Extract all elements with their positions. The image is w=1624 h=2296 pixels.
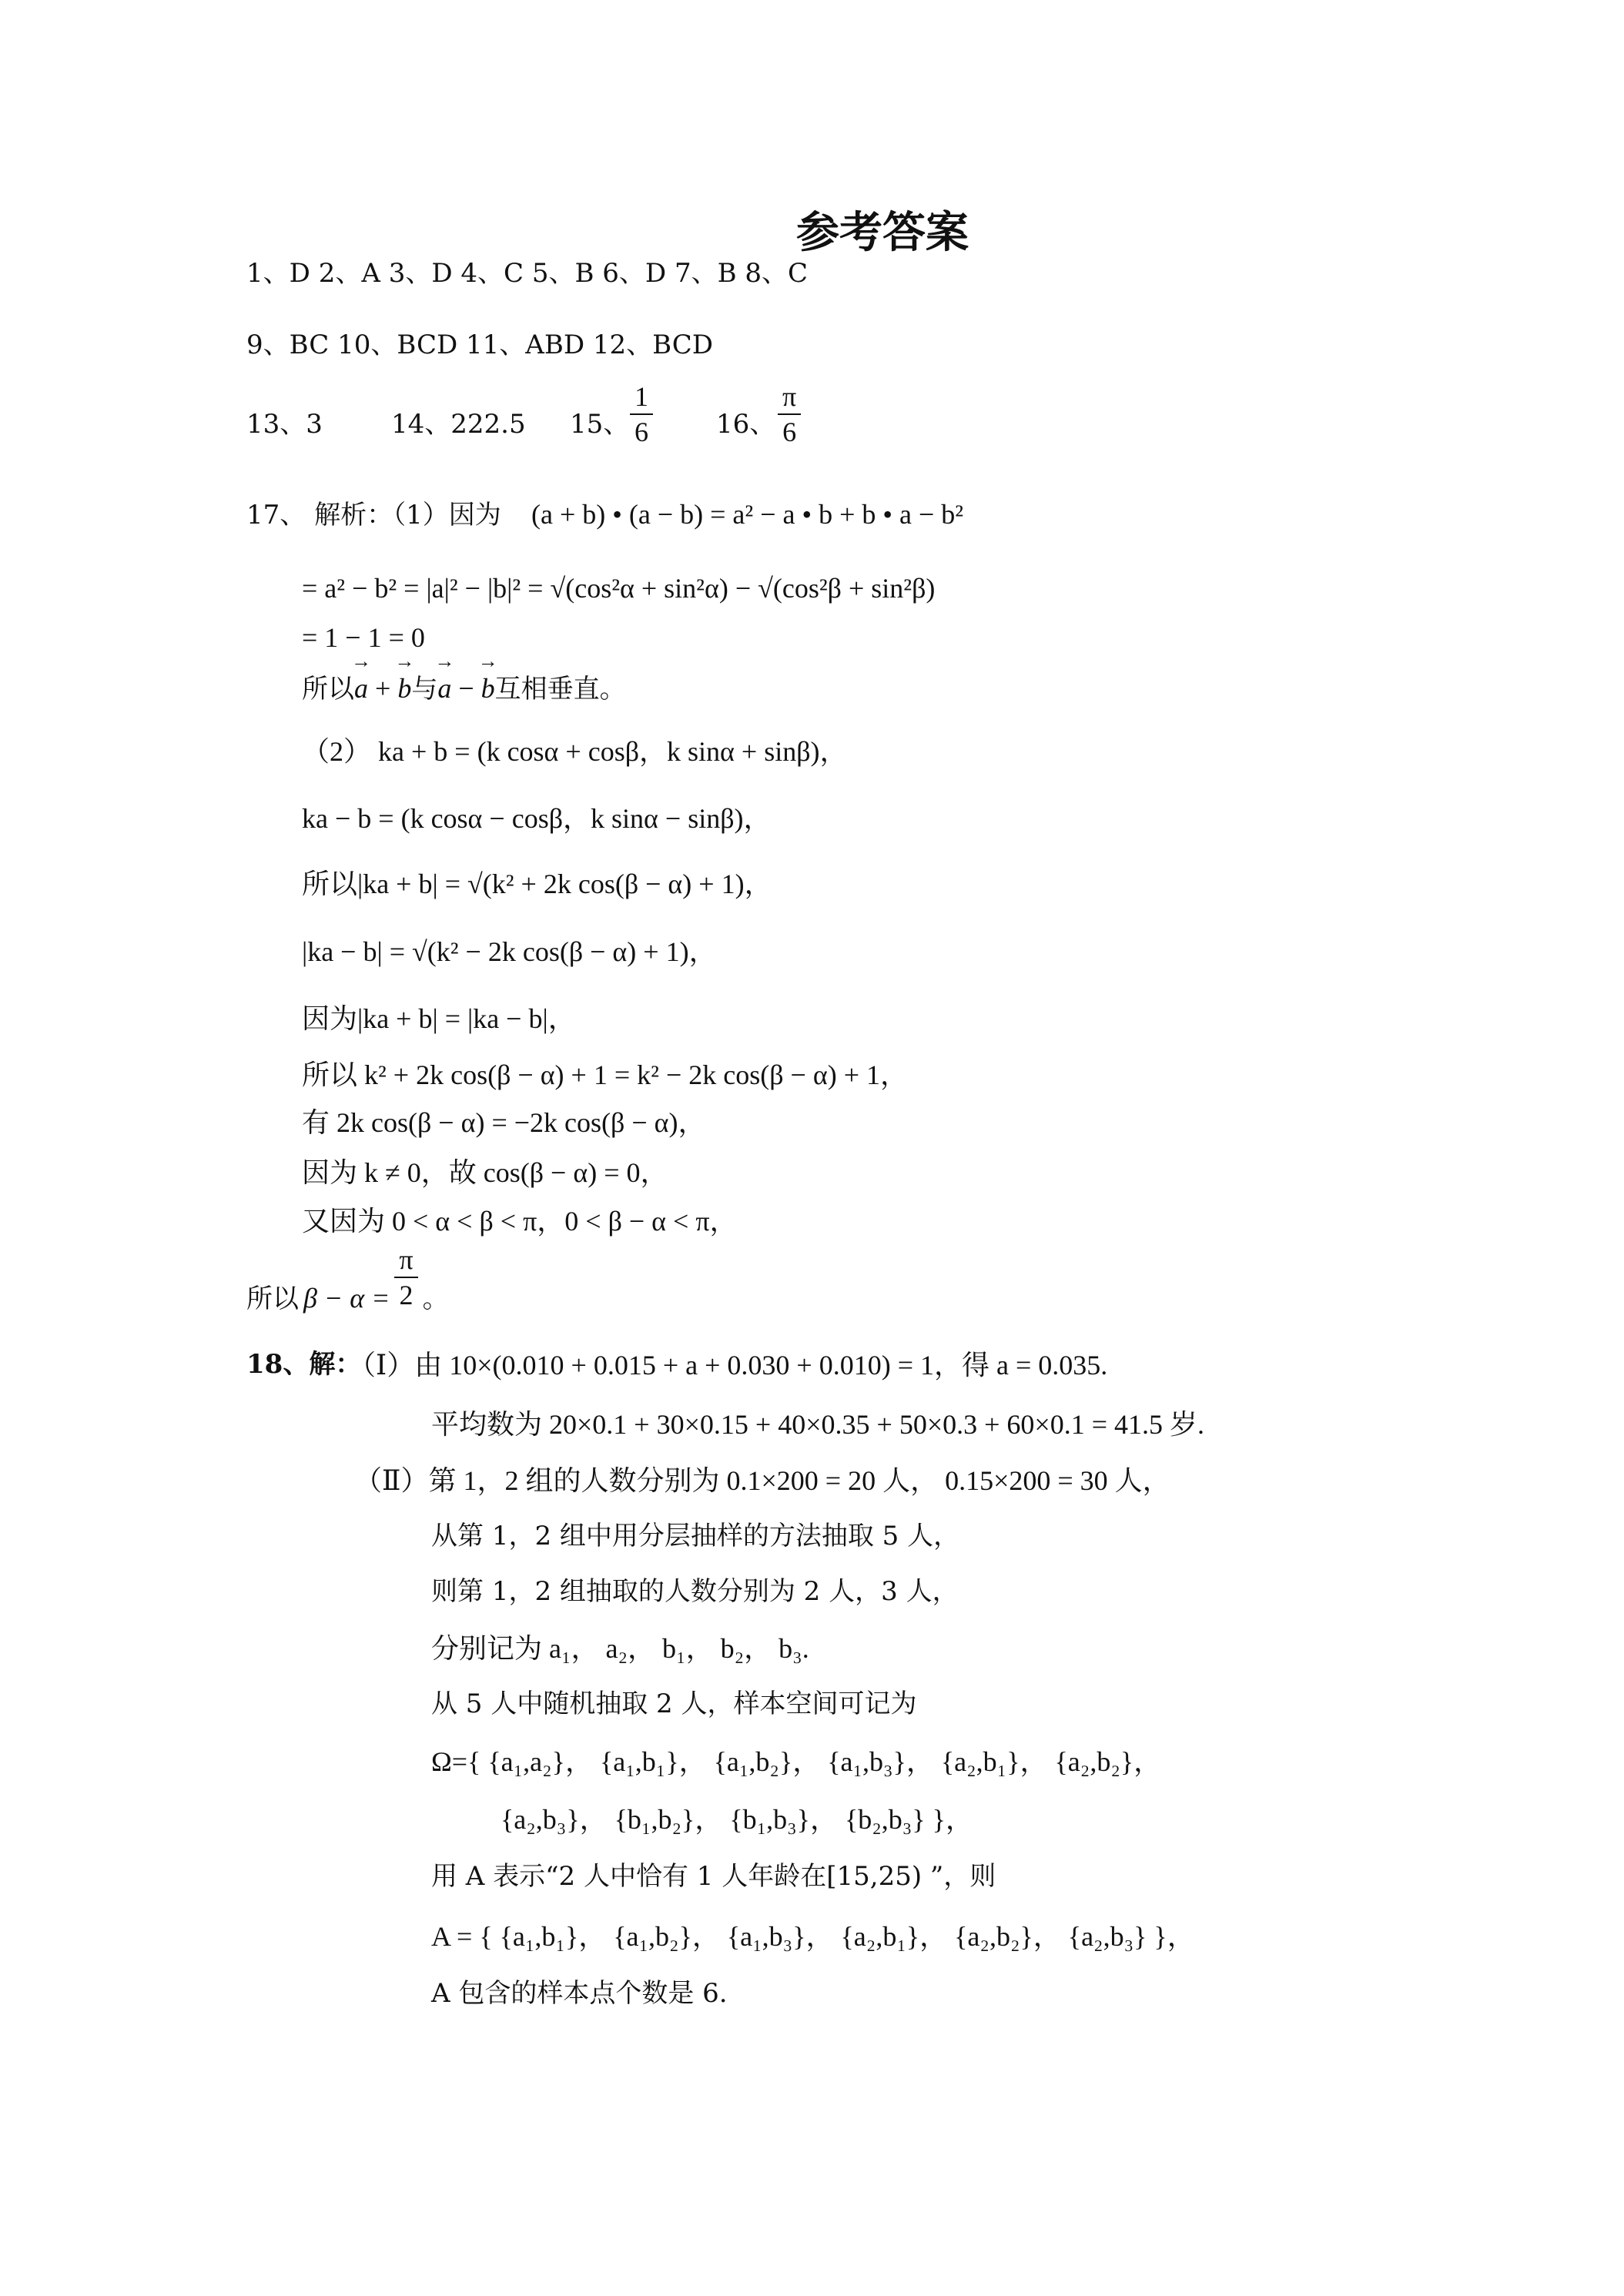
q17-line-7: 所以|ka + b| = √(k² + 2k cos(β − α) + 1)， [302,869,772,899]
q17-line-1: (a + b) • (a − b) = a² − a • b + b • a − b² [531,499,964,530]
answers-row-2: 9、BC 10、BCD 11、ABD 12、BCD [246,330,714,360]
text-mid: 与 [411,674,438,705]
answer-14: 14、222.5 [391,409,526,440]
answer-13: 13、3 [246,409,323,440]
q18-line-11: A = { {a₁,b₁}， {a₁,b₂}， {a₁,b₃}， {a₂,b₁}， {a₂,b₂}， {a₂,b₃} }， [431,1921,1195,1952]
q17-line-12: 因为 k ≠ 0，故 cos(β − α) = 0， [302,1157,668,1188]
q17-line-2: = a² − b² = |a|² − |b|² = √(cos²α + sin²α) − √(cos²β + sin²β) [302,573,936,604]
fraction-numerator: 1 [630,383,653,415]
fraction-numerator: π [394,1246,417,1278]
q17-line-5: （2） ka + b = (k cosα + cosβ，k sinα + sinβ)， [302,736,848,767]
q17-line-14 [246,1244,449,1314]
q18-line-1: （Ⅰ）由 10×(0.010 + 0.015 + a + 0.030 + 0.010) = 1，得 a = 0.035. [348,1350,1108,1381]
text-suffix: 互相垂直。 [494,674,626,705]
answer-16-label: 16、 [716,409,776,440]
q17-line-13: 又因为 0 < α < β < π，0 < β − α < π， [302,1206,738,1237]
q17-line-3: = 1 − 1 = 0 [302,622,425,653]
answer-15-label: 15、 [570,409,630,440]
fraction-numerator: π [778,383,801,415]
q18-line-2: 平均数为 20×0.1 + 30×0.15 + 40×0.35 + 50×0.3 + 60×0.1 = 41.5 岁. [431,1409,1205,1440]
q17-line-10: 所以 k² + 2k cos(β − α) + 1 = k² − 2k cos(β − α) + 1， [302,1059,908,1090]
q18-line-12: A 包含的样本点个数是 6. [431,1978,728,2009]
page-title: 参考答案 [796,207,969,258]
text-suffix: 。 [422,1284,449,1314]
text-prefix: 所以 [246,1284,299,1314]
q17-line-4 [302,673,626,705]
fraction-denominator: 6 [635,417,648,447]
q18-line-4: 从第 1，2 组中用分层抽样的方法抽取 5 人， [431,1521,960,1551]
vector-sum: → a + → b [354,673,411,704]
q18-line-7: 从 5 人中随机抽取 2 人，样本空间可记为 [431,1689,917,1719]
q18-line-5: 则第 1，2 组抽取的人数分别为 2 人，3 人， [431,1576,959,1607]
q18-line-10: 用 A 表示“2 人中恰有 1 人年龄在[15,25) ”，则 [431,1861,996,1892]
q17-line-9: 因为|ka + b| = |ka − b|， [302,1003,576,1034]
q17-intro: 17、 解析：（1）因为 [246,500,501,530]
fraction-denominator: 2 [399,1280,414,1310]
answer-16-fraction [773,383,805,446]
vector-diff: → a − → b [437,673,494,704]
q18-line-9: {a₂,b₃}， {b₁,b₂}， {b₁,b₃}， {b₂,b₃} }， [501,1804,973,1835]
text-prefix: 所以 [302,674,354,705]
fraction-denominator: 6 [782,417,797,447]
q17-line-8: |ka − b| = √(k² − 2k cos(β − α) + 1)， [302,936,717,967]
q18-line-8: Ω={ {a₁,a₂}， {a₁,b₁}， {a₁,b₂}， {a₁,b₃}， {a₂,b₁}， {a₂,b₂}， [431,1746,1162,1777]
conclusion-expression: β − α = [303,1283,390,1314]
q17-line-11: 有 2k cos(β − α) = −2k cos(β − α)， [302,1107,706,1138]
answer-15-fraction [625,383,658,446]
q18-label: 18、解： [246,1349,362,1380]
q18-line-6: 分别记为 a₁， a₂， b₁， b₂， b₃. [431,1633,809,1664]
q18-line-3: （Ⅱ）第 1，2 组的人数分别为 0.1×200 = 20 人， 0.15×200 = 30 人， [354,1465,1170,1496]
q17-line-6: ka − b = (k cosα − cosβ，k sinα − sinβ)， [302,803,772,834]
answers-row-1: 1、D 2、A 3、D 4、C 5、B 6、D 7、B 8、C [246,258,809,289]
